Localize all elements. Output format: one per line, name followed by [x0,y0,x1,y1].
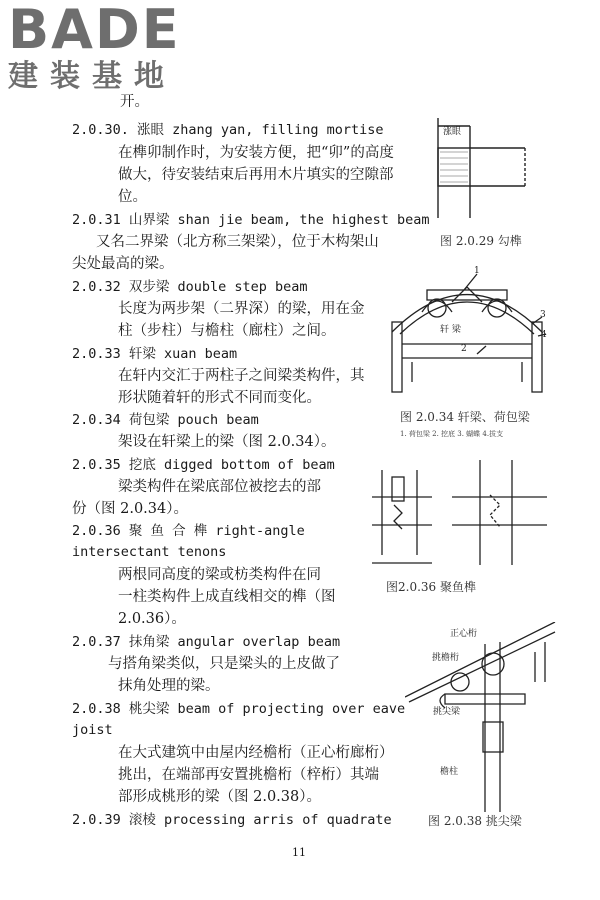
entry-body-line: 在大式建筑中由屋内经檐桁（正心桁廊桁） [118,745,394,761]
figure-label: 正心桁 [450,629,478,639]
figure-2-0-38-drawing [405,622,560,812]
entry-body-line: 长度为两步架（二界深）的梁，用在金 [118,301,365,317]
entry-body-line: 两根同高度的梁或枋类构件在同 [118,567,321,583]
entry-heading: 2.0.36 聚 鱼 合 榫 right-angle [72,523,305,539]
entry-body-line: 位。 [118,189,147,205]
figure-caption: 图 2.0.38 挑尖梁 [428,814,522,828]
entry-body-line: 挑出，在端部再安置挑檐桁（梓桁）其端 [118,767,379,783]
figure-label: 轩 梁 [440,325,461,335]
entry-body-line: 尖处最高的梁。 [72,256,174,272]
figure-legend: 1. 荷包梁 2. 挖底 3. 蝴蝶 4.拔支 [400,430,504,438]
figure-caption: 图 2.0.29 勾榫 [440,234,522,248]
figure-label: 挑檐桁 [432,653,460,663]
entry-body-line: 在榫卯制作时，为安装方便，把“卯”的高度 [118,145,394,161]
entry-body-line: 形状随着轩的形式不同而变化。 [118,390,321,406]
entry-heading: 2.0.33 轩梁 xuan beam [72,346,238,362]
entry-heading: 2.0.38 桃尖梁 beam of projecting over eave [72,701,406,717]
entry-heading: 2.0.30. 涨眼 zhang yan, filling mortise [72,122,384,138]
entry-body-line: 2.0.36）。 [118,611,186,627]
figure-2-0-34-drawing [382,262,552,402]
figure-callout: 2 [461,344,467,354]
entry-heading-cont: intersectant tenons [72,544,227,560]
entry-body-line: 一柱类构件上成直线相交的榫（图 [118,589,336,605]
figure-callout: 1 [474,266,480,276]
entry-body-line: 份（图 2.0.34）。 [72,501,188,517]
entry-heading: 2.0.35 挖底 digged bottom of beam [72,457,335,473]
entry-body-line: 架设在轩梁上的梁（图 2.0.34）。 [118,434,336,450]
entry-body-line: 又名二界梁（北方称三架梁），位于木构架山 [96,234,379,250]
entry-body-line: 抹角处理的梁。 [118,678,220,694]
entry-heading: 2.0.39 滚棱 processing arris of quadrate [72,812,392,828]
brand-subtitle: 建装基地 [8,59,176,94]
figure-label: 檐柱 [440,767,459,777]
entry-body-line: 做大，待安装结束后再用木片填实的空隙部 [118,167,394,183]
figure-callout: 4 [541,330,547,340]
entry-body-line: 梁类构件在梁底部位被挖去的部 [118,479,321,495]
entry-heading: 2.0.31 山界梁 shan jie beam, the highest beam [72,212,430,228]
figure-label: 挑尖梁 [433,707,461,717]
entry-heading: 2.0.34 荷包梁 pouch beam [72,412,259,428]
entry-heading-cont: joist [72,722,113,738]
entry-heading: 2.0.37 抹角梁 angular overlap beam [72,634,341,650]
figure-caption: 图 2.0.34 轩梁、荷包梁 [400,410,530,424]
entry-body-line: 在轩内交汇于两柱子之间梁类构件，其 [118,368,365,384]
entry-body-line: 柱（步柱）与檐柱（廊柱）之间。 [118,323,336,339]
entry-body-line: 部形成桃形的梁（图 2.0.38）。 [118,789,321,805]
brand-logo: BADE [8,0,181,61]
figure-2-0-36-drawing [372,455,552,570]
figure-label: 涨眼 [443,127,462,137]
entry-heading: 2.0.32 双步梁 double step beam [72,279,308,295]
entry-body-line: 与搭角梁类似，只是梁头的上皮做了 [108,656,340,672]
continued-text: 开。 [120,94,149,110]
figure-callout: 3 [540,310,546,320]
page-number: 11 [292,846,306,859]
figure-caption: 图2.0.36 聚鱼榫 [386,580,476,594]
